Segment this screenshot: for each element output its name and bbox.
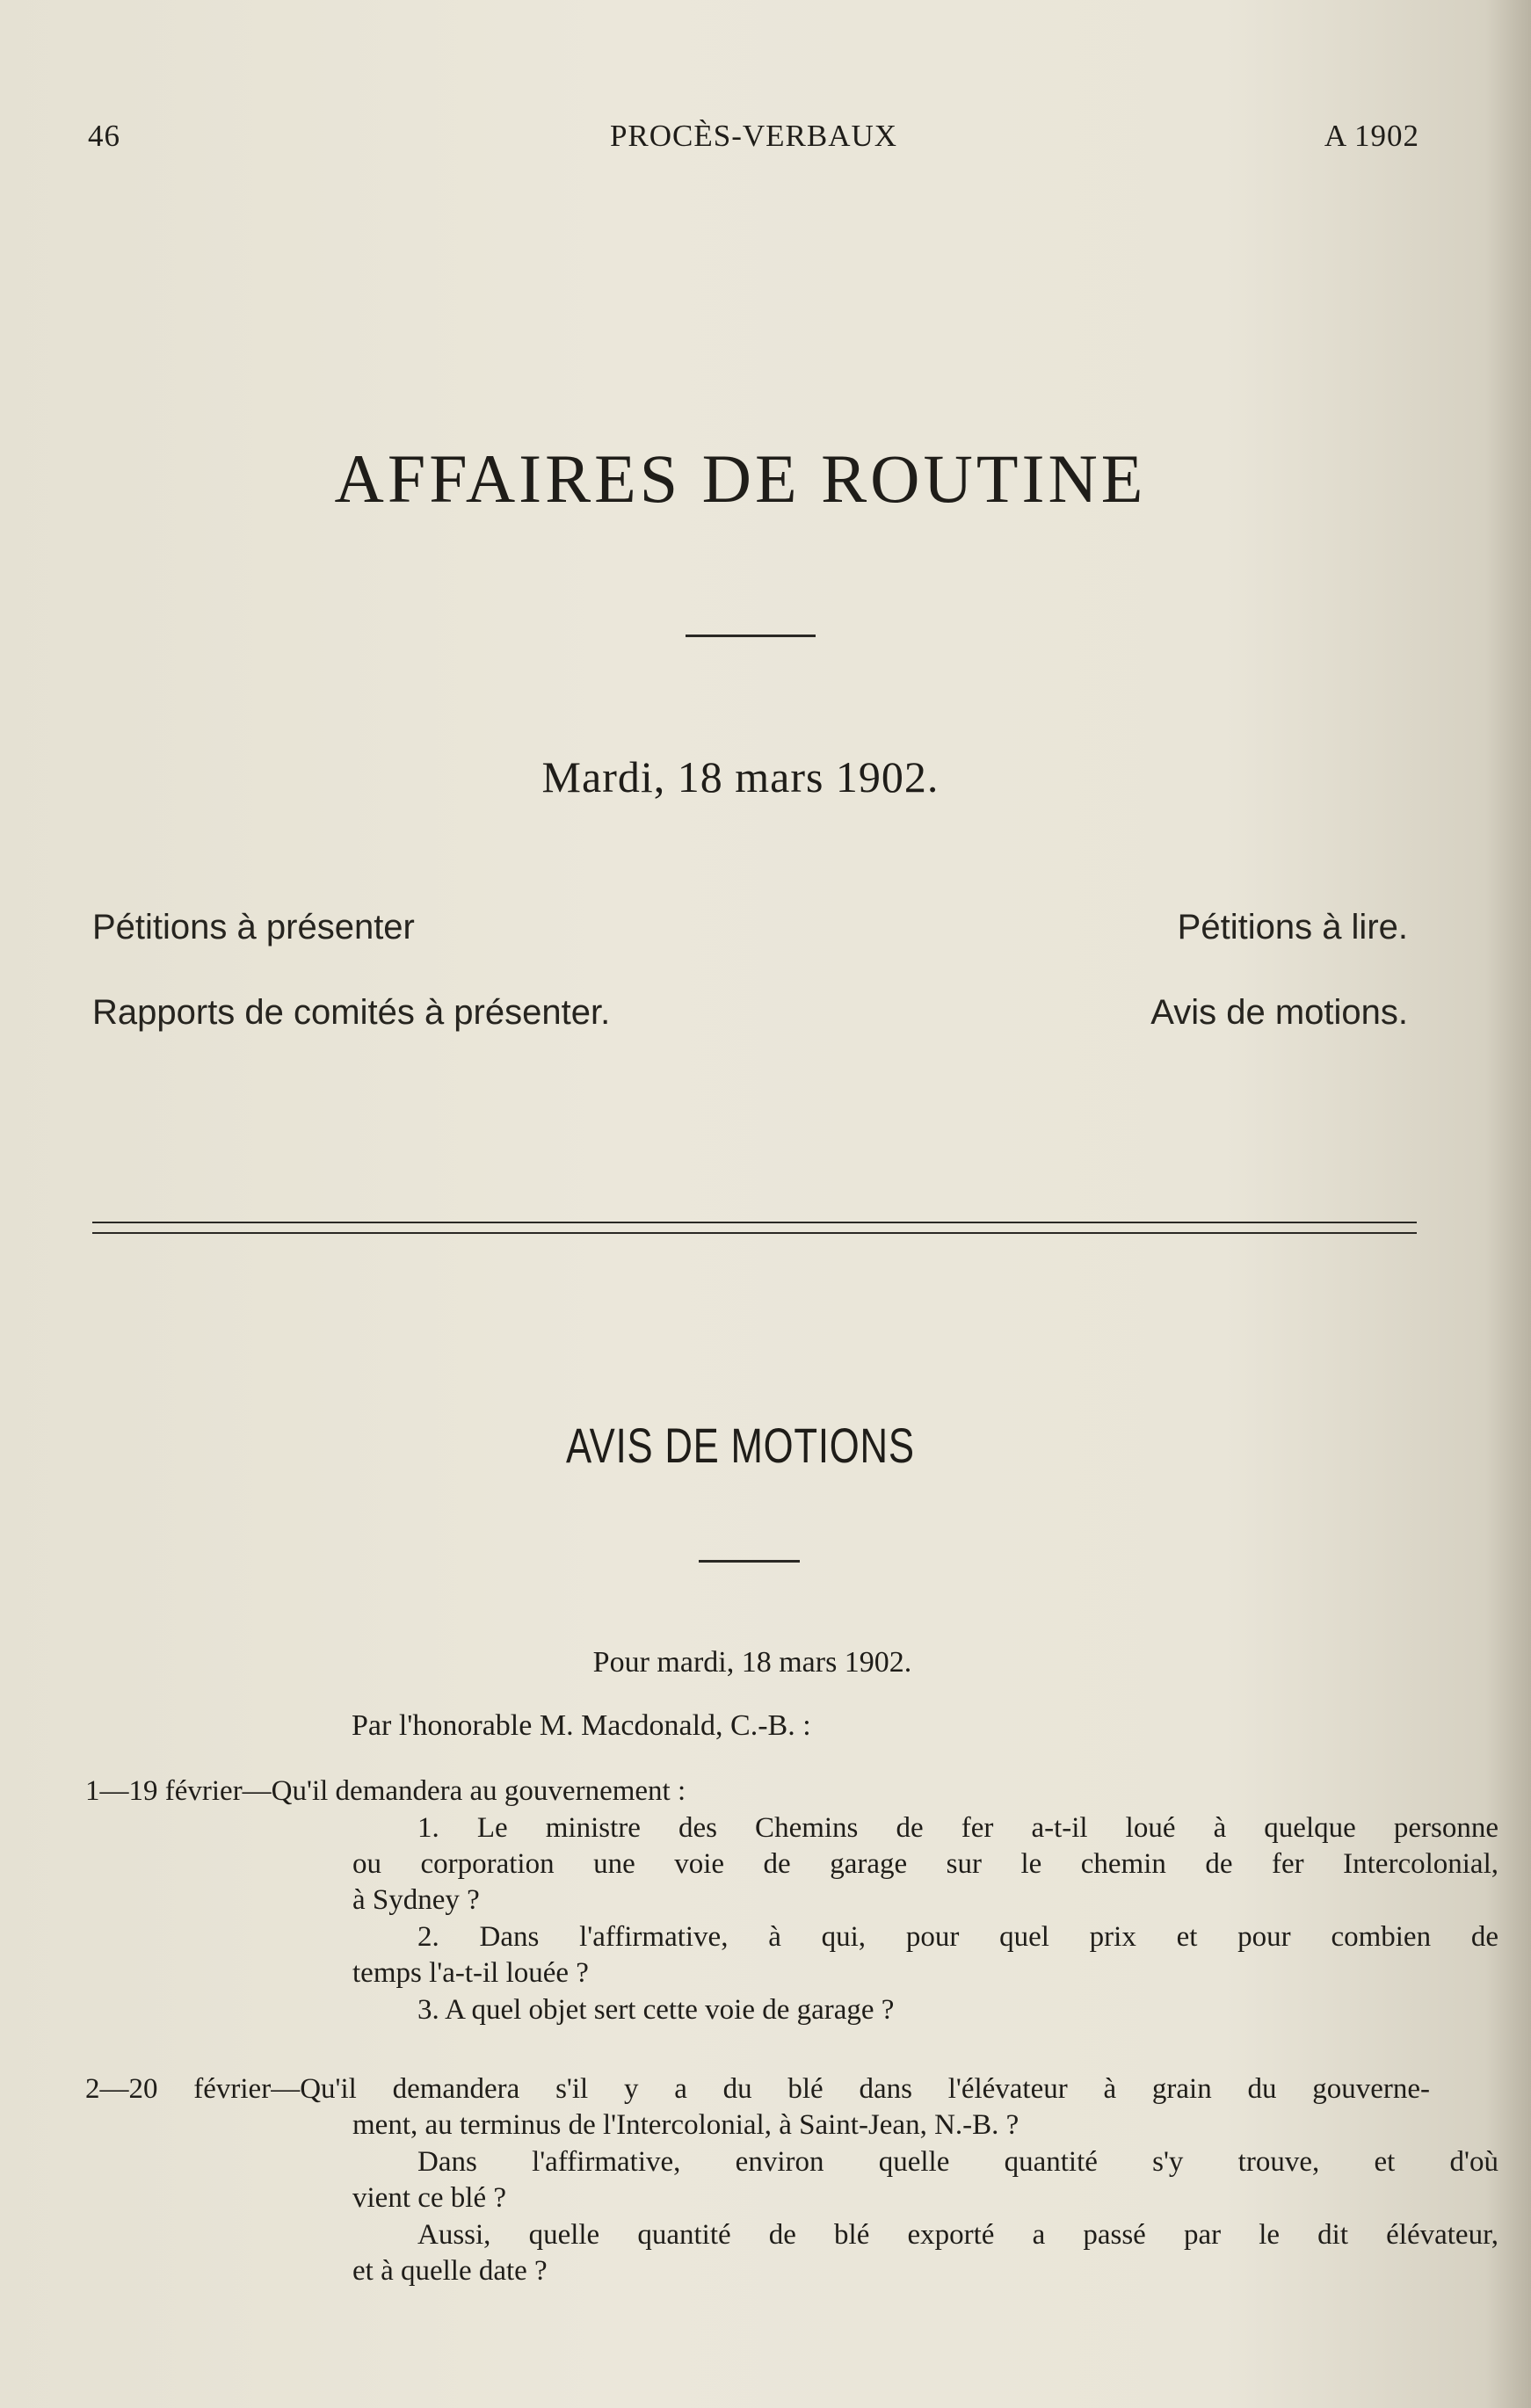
motion-1-line: 2. Dans l'affirmative, à qui, pour quel prix et pour combien de: [417, 1921, 1498, 1953]
sitting-date: Mardi, 18 mars 1902.: [541, 752, 940, 801]
running-header: [88, 119, 1419, 163]
notice-mover: Par l'honorable M. Macdonald, C.-B. :: [352, 1709, 811, 1742]
page-number: 46: [88, 119, 120, 153]
notice-date: Pour mardi, 18 mars 1902.: [592, 1646, 912, 1679]
routine-item-right-2: Avis de motions.: [1150, 993, 1408, 1032]
motion-2-line: et à quelle date ?: [352, 2255, 548, 2287]
motion-1: [85, 1773, 1498, 2037]
section-title: AVIS DE MOTIONS: [565, 1418, 915, 1473]
motion-2: [85, 2071, 1498, 2300]
motion-1-line: 3. A quel objet sert cette voie de garage ?: [417, 1994, 895, 2026]
motion-2-line: vient ce blé ?: [352, 2182, 506, 2214]
header-year: A 1902: [1324, 119, 1419, 153]
motion-1-line: ou corporation une voie de garage sur le chemin de fer Intercolonial,: [352, 1848, 1498, 1880]
routine-item-left-2: Rapports de comités à présenter.: [92, 993, 611, 1032]
routine-item-right-1: Pétitions à lire.: [1177, 908, 1408, 947]
routine-item-left-1: Pétitions à présenter: [92, 908, 415, 947]
motion-2-lead: 2—20 février—Qu'il demandera s'il y a du blé dans l'élévateur à grain du gouverne-: [85, 2073, 1430, 2105]
section-rule: [699, 1560, 800, 1563]
main-title: AFFAIRES DE ROUTINE: [334, 440, 1147, 517]
motion-2-line: Dans l'affirmative, environ quelle quantité s'y trouve, et d'où: [417, 2146, 1498, 2178]
motion-1-line: à Sydney ?: [352, 1884, 480, 1916]
motion-2-line: Aussi, quelle quantité de blé exporté a passé par le dit élévateur,: [417, 2219, 1498, 2251]
motion-1-lead: 1—19 février—Qu'il demandera au gouvernement :: [85, 1775, 686, 1807]
section-divider: [92, 1222, 1417, 1234]
motion-1-line: temps l'a-t-il louée ?: [352, 1957, 589, 1989]
motion-1-line: 1. Le ministre des Chemins de fer a-t-il loué à quelque personne: [417, 1812, 1498, 1844]
title-rule: [686, 635, 816, 637]
motion-2-line: ment, au terminus de l'Intercolonial, à Saint-Jean, N.-B. ?: [352, 2109, 1019, 2141]
running-title: PROCÈS-VERBAUX: [609, 119, 898, 153]
